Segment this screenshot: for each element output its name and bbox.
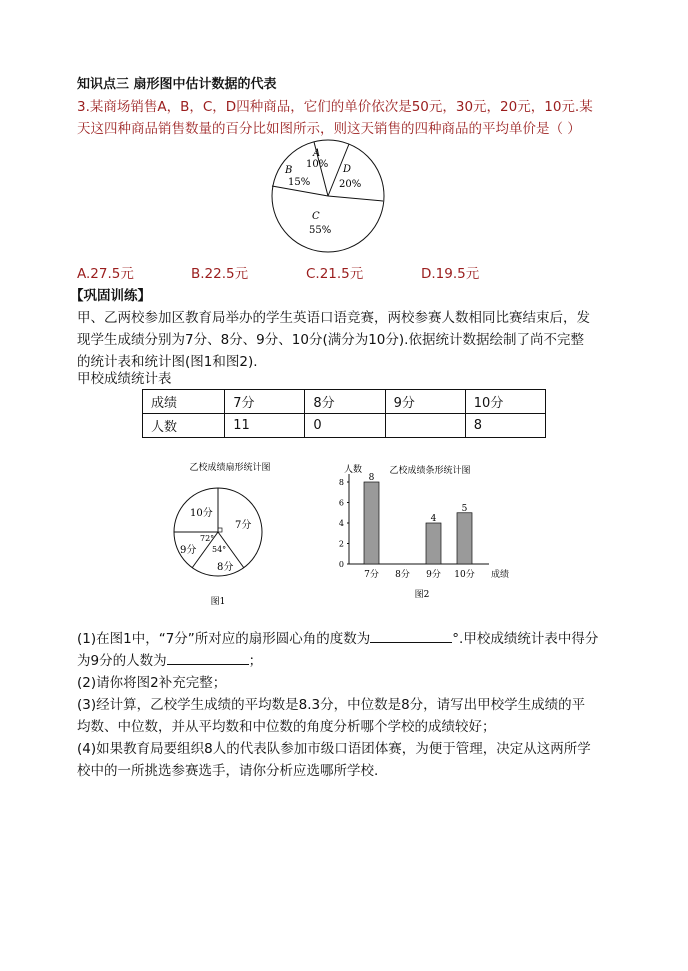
table-header-cell: 9分 — [385, 390, 465, 414]
question-3a: (3)经计算，乙校学生成绩的平均数是8.3分，中位数是8分，请写出甲校学生成绩的平 — [77, 697, 586, 713]
section-heading: 知识点三 扇形图中估计数据的代表 — [77, 77, 277, 92]
x-axis-label: 成绩 — [491, 570, 510, 580]
table-cell: 人数 — [143, 414, 225, 438]
x-tick-label: 7分 — [364, 570, 379, 580]
answer-blank-angle[interactable] — [370, 628, 452, 643]
table-header-row — [143, 390, 546, 414]
practice-paragraph-3: 的统计表和统计图(图1和图2). — [77, 354, 258, 370]
question-1-line-2 — [77, 650, 262, 672]
slice-b-percent: 15% — [288, 177, 311, 188]
figure-2-bar-chart — [335, 460, 520, 605]
question-1-text-a: (1)在图1中，“7分”所对应的扇形圆心角的度数为 — [77, 631, 371, 647]
y-tick-label: 4 — [338, 519, 344, 528]
y-axis-label: 人数 — [344, 465, 363, 475]
x-tick-label: 10分 — [454, 570, 475, 580]
practice-title: 【巩固训练】 — [70, 288, 151, 304]
y-tick-label: 6 — [338, 498, 344, 508]
y-tick-label: 0 — [338, 560, 344, 569]
choice-b: B.22.5元 — [191, 266, 249, 282]
question-1-line-1 — [77, 628, 598, 650]
table-cell: 11 — [225, 414, 305, 438]
figure-1-caption: 图1 — [210, 597, 226, 607]
fig1-angle-72: 72° — [200, 534, 215, 543]
question-4b: 校中的一所挑选参赛选手，请你分析应选哪所学校. — [77, 763, 379, 779]
y-tick-label: 2 — [338, 539, 344, 549]
y-tick-label: 8 — [338, 478, 344, 487]
choice-a: A.27.5元 — [77, 266, 134, 282]
bar — [457, 513, 472, 564]
table-header-cell: 8分 — [305, 390, 385, 414]
fig1-label-7: 7分 — [235, 520, 252, 531]
table-title: 甲校成绩统计表 — [77, 371, 172, 387]
bar-value-label: 8 — [368, 473, 375, 483]
question-1-text-c: 为9分的人数为 — [77, 653, 167, 669]
figure-2-title: 乙校成绩条形统计图 — [389, 466, 471, 476]
answer-blank-count[interactable] — [167, 650, 249, 665]
question-4a: (4)如果教育局要组织8人的代表队参加市级口语团体赛，为便于管理，决定从这两所学 — [77, 741, 591, 757]
bar-value-label: 4 — [430, 514, 437, 524]
question-3-line-1: 3.某商场销售A，B，C，D四种商品，它们的单价依次是50元，30元，20元，10元.某 — [77, 99, 593, 115]
fig1-label-10: 10分 — [190, 508, 213, 519]
question-2: (2)请你将图2补充完整； — [77, 675, 227, 691]
table-cell: 0 — [305, 414, 385, 438]
table-header-cell: 7分 — [225, 390, 305, 414]
slice-b-label: B — [285, 165, 293, 176]
question-3b: 均数、中位数，并从平均数和中位数的角度分析哪个学校的成绩较好； — [77, 719, 496, 735]
choice-d: D.19.5元 — [421, 266, 480, 282]
sales-pie-chart — [265, 137, 395, 257]
figure-2-caption: 图2 — [414, 590, 430, 600]
slice-c-label: C — [312, 211, 320, 222]
bar-chart-plot — [339, 463, 509, 580]
fig1-label-9: 9分 — [180, 545, 197, 556]
slice-c-percent: 55% — [309, 225, 332, 236]
figure-1-title: 乙校成绩扇形统计图 — [189, 463, 271, 473]
table-header-cell: 成绩 — [143, 390, 225, 414]
fig1-label-8: 8分 — [217, 562, 234, 573]
question-1-text-d: ； — [248, 653, 263, 669]
practice-paragraph-1: 甲、乙两校参加区教育局举办的学生英语口语竞赛，两校参赛人数相同比赛结束后，发 — [77, 310, 590, 326]
bar-value-label: 5 — [461, 503, 468, 514]
practice-paragraph-2: 现学生成绩分别为7分、8分、9分、10分(满分为10分).依据统计数据绘制了尚不完整 — [77, 332, 584, 348]
table-header-cell: 10分 — [465, 390, 545, 414]
question-1-text-b: °.甲校成绩统计表中得分 — [452, 631, 599, 647]
bar — [426, 523, 441, 564]
x-tick-label: 8分 — [395, 570, 410, 580]
school-a-score-table — [142, 389, 546, 438]
bar — [364, 482, 379, 564]
slice-d-label: D — [343, 164, 352, 175]
slice-a-label: A — [313, 148, 321, 159]
table-cell: 8 — [465, 414, 545, 438]
x-tick-label: 9分 — [426, 570, 441, 580]
figure-1-pie-chart — [165, 458, 295, 613]
slice-a-percent: 10% — [306, 159, 329, 170]
slice-d-percent: 20% — [339, 179, 362, 190]
table-row — [143, 414, 546, 438]
question-3-line-2: 天这四种商品销售数量的百分比如图所示，则这天销售的四种商品的平均单价是（ ） — [77, 121, 581, 137]
fig1-angle-54: 54° — [212, 545, 227, 554]
choice-c: C.21.5元 — [306, 266, 364, 282]
table-cell — [385, 414, 465, 438]
